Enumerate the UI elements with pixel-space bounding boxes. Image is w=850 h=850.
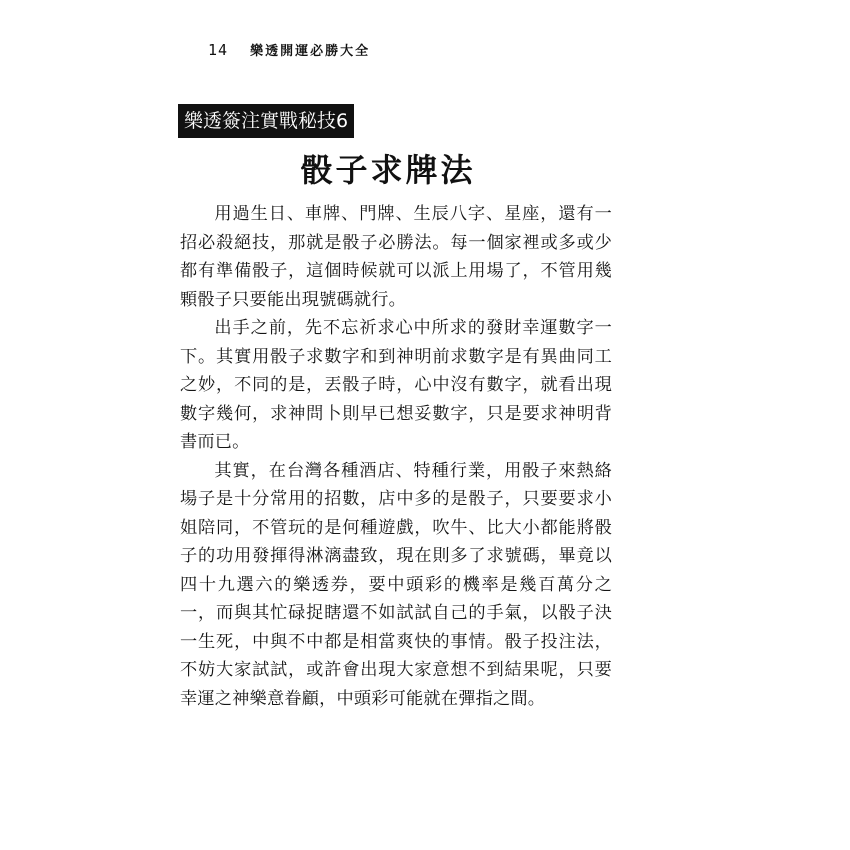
paragraph: 出手之前，先不忘祈求心中所求的發財幸運數字一下。其實用骰子求數字和到神明前求數字是有異曲同工之妙，不同的是，丟骰子時，心中沒有數字，就看出現數字幾何，求神問卜則早已想妥數字，只是要求神明背書而已。 bbox=[180, 318, 612, 452]
paragraph: 用過生日、車牌、門牌、生辰八字、星座，還有一招必殺絕技，那就是骰子必勝法。每一個家裡或多或少都有準備骰子，這個時候就可以派上用場了，不管用幾顆骰子只要能出現號碼就行。 bbox=[180, 204, 612, 310]
page-number: 14 bbox=[208, 41, 229, 59]
section-banner: 樂透簽注實戰秘技6 bbox=[178, 104, 354, 138]
running-header bbox=[208, 40, 370, 59]
body-text bbox=[180, 200, 612, 713]
paragraph: 其實，在台灣各種酒店、特種行業，用骰子來熱絡場子是十分常用的招數，店中多的是骰子，只要要求小姐陪同，不管玩的是何種遊戲，吹牛、比大小都能將骰子的功用發揮得淋漓盡致，現在則多了求號碼，畢竟以四十九選六的樂透券，要中頭彩的機率是幾百萬分之一，而與其忙碌捉瞎還不如試試自己的手氣，以骰子決一生死，中與不中都是相當爽快的事情。骰子投注法，不妨大家試試，或許會出現大家意想不到結果呢，只要幸運之神樂意眷顧，中頭彩可能就在彈指之間。 bbox=[180, 460, 612, 709]
chapter-title: 骰子求牌法 bbox=[300, 151, 476, 189]
book-title: 樂透開運必勝大全 bbox=[250, 44, 371, 59]
